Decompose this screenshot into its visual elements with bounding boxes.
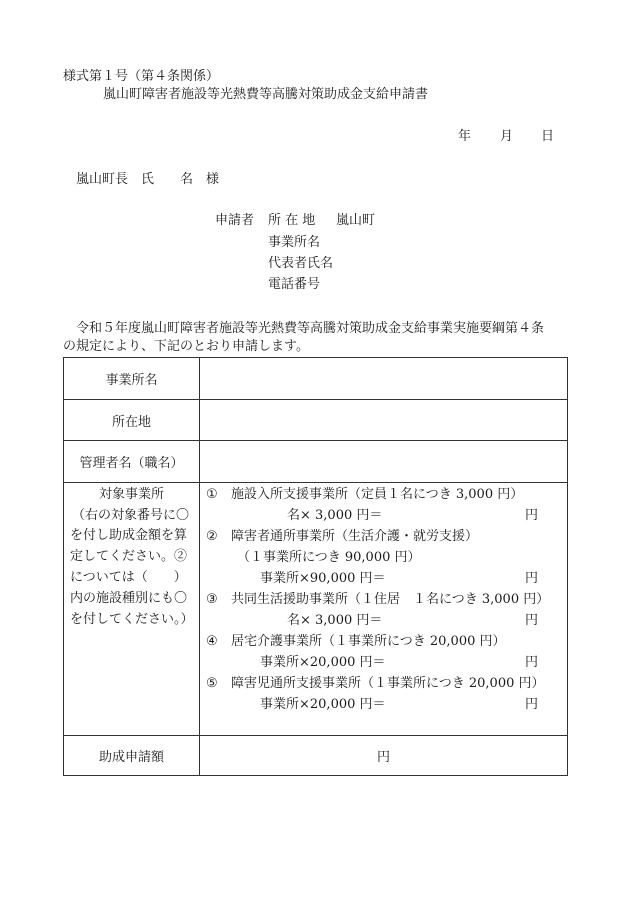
item-text: 施設入所支援事業所（定員１名につき 3,000 円） — [231, 487, 524, 502]
address-value: 嵐山町 — [336, 213, 376, 228]
manager-field[interactable] — [200, 441, 568, 483]
location-header: 所在地 — [64, 400, 200, 441]
item-calc: 事業所×20,000 円＝ — [260, 697, 386, 712]
item-subtext: （１事業所につき 90,000 円） — [237, 550, 421, 565]
table-row — [64, 400, 568, 441]
item-number[interactable]: ② — [206, 529, 218, 544]
target-note-line: を付し助成金額を算 — [70, 528, 188, 543]
table-row — [64, 736, 568, 776]
item-number[interactable]: ① — [206, 487, 218, 502]
page-title: 嵐山町障害者施設等光熱費等高騰対策助成金支給申請書 — [103, 87, 429, 102]
office-name-field[interactable] — [200, 358, 568, 400]
target-note-line: を付してください。） — [70, 612, 194, 627]
target-note-line: については（ ） — [70, 570, 187, 585]
item-unit: 円 — [525, 655, 539, 670]
item-calc: 名× 3,000 円＝ — [287, 508, 383, 523]
address-label: 所 在 地 — [268, 213, 316, 228]
amount-unit: 円 — [376, 750, 390, 765]
item-number[interactable]: ③ — [206, 592, 218, 607]
applicant-label: 申請者 — [215, 213, 255, 228]
addressee: 嵐山町長 氏 名 様 — [76, 172, 220, 187]
target-note-line: （右の対象番号に〇 — [72, 508, 190, 523]
item-text: 障害者通所事業所（生活介護・就労支援） — [231, 529, 479, 544]
item-unit: 円 — [525, 571, 539, 586]
item-number[interactable]: ⑤ — [206, 676, 218, 691]
item-unit: 円 — [525, 508, 539, 523]
item-text: 障害児通所支援事業所（１事業所につき 20,000 円） — [231, 676, 545, 691]
location-field[interactable] — [200, 400, 568, 441]
table-row — [64, 441, 568, 483]
target-title: 対象事業所 — [98, 487, 164, 502]
form-number: 様式第１号（第４条関係） — [63, 69, 220, 84]
application-table — [63, 357, 568, 776]
item-unit: 円 — [525, 697, 539, 712]
date-year: 年 — [458, 129, 472, 144]
intro-line-2: の規定により、下記のとおり申請します。 — [63, 339, 309, 354]
office-name-header: 事業所名 — [64, 358, 200, 400]
representative-label: 代表者氏名 — [268, 256, 334, 271]
target-note-line: 定してください。② — [70, 549, 188, 564]
intro-line-1: 令和５年度嵐山町障害者施設等光熱費等高騰対策助成金支給事業実施要綱第４条 — [76, 321, 545, 336]
item-unit: 円 — [525, 613, 539, 628]
item-calc: 事業所×90,000 円＝ — [260, 571, 386, 586]
date-day: 日 — [541, 129, 555, 144]
target-items-cell — [200, 483, 568, 736]
amount-field[interactable] — [200, 736, 568, 776]
target-header — [64, 483, 200, 736]
item-calc: 名× 3,000 円＝ — [287, 613, 383, 628]
phone-label: 電話番号 — [268, 277, 321, 292]
table-row — [64, 358, 568, 400]
amount-header: 助成申請額 — [64, 736, 200, 776]
item-text: 共同生活援助事業所（１住居 １名につき 3,000 円） — [231, 592, 550, 607]
table-row — [64, 483, 568, 736]
item-text: 居宅介護事業所（１事業所につき 20,000 円） — [231, 634, 506, 649]
item-calc: 事業所×20,000 円＝ — [260, 655, 386, 670]
office-name-label: 事業所名 — [268, 235, 321, 250]
manager-header: 管理者名（職名） — [64, 441, 200, 483]
target-note-line: 内の施設種別にも〇 — [70, 591, 188, 606]
item-number[interactable]: ④ — [206, 634, 218, 649]
date-month: 月 — [500, 129, 514, 144]
